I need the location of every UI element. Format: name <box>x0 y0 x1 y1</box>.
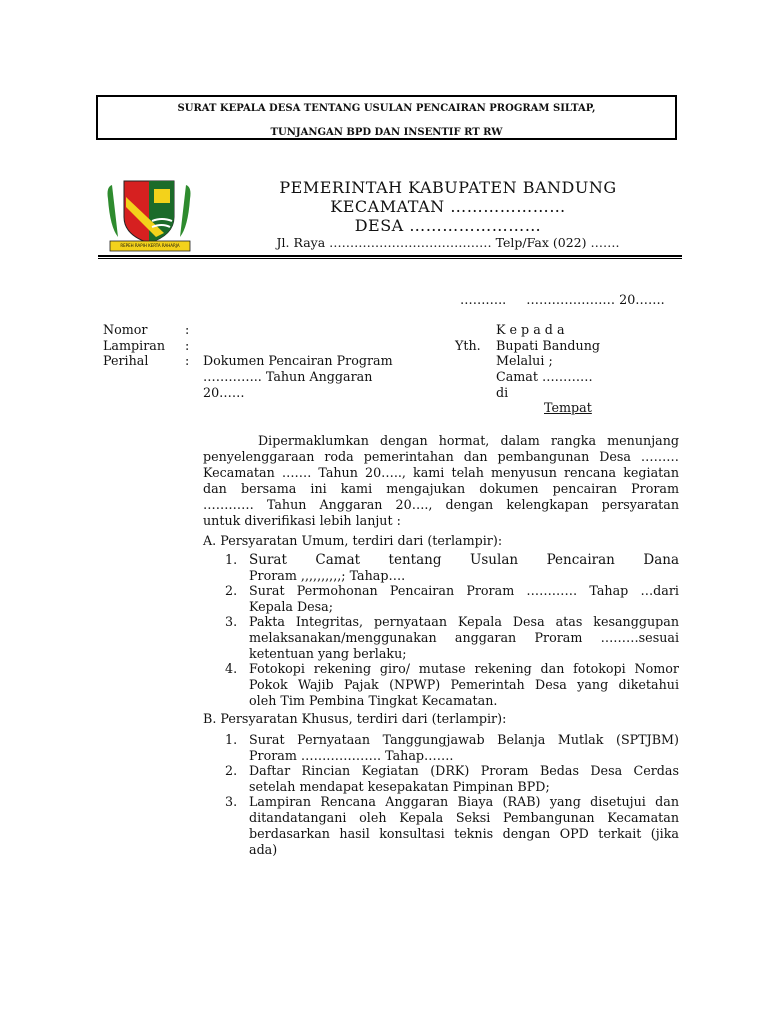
list-line: ada) <box>249 842 278 857</box>
perihal-line-1: Dokumen Pencairan Program <box>203 353 393 368</box>
section-b-item-3 <box>225 794 679 858</box>
document-title-box <box>96 95 677 140</box>
list-line: Kepala Desa; <box>249 599 334 614</box>
section-b-heading: B. Persyaratan Khusus, terdiri dari (terlampir): <box>203 711 507 726</box>
list-number: 1. <box>225 732 238 747</box>
list-line: setelah mendapat kesepakatan Pimpinan BPD; <box>249 779 550 794</box>
intro-line-1: Dipermaklumkan dengan hormat, dalam rangka menunjang <box>258 433 679 448</box>
section-b-item-1 <box>225 732 679 764</box>
perihal-colon: : <box>185 353 190 368</box>
recipient-yth: Yth. <box>455 338 481 353</box>
list-line: melaksanakan/menggunakan anggaran Proram ………sesuai <box>249 630 679 645</box>
recipient-line-2: Melalui ; <box>496 353 553 368</box>
list-line: Pakta Integritas, pernyataan Kepala Desa atas kesanggupan <box>249 614 679 629</box>
list-line: Surat Permohonan Pencairan Proram ………… Tahap …dari <box>249 583 679 598</box>
list-line: Surat Camat tentang Usulan Pencairan Dana <box>249 552 679 568</box>
lampiran-label: Lampiran <box>103 338 166 353</box>
intro-line-2: penyelenggaraan roda pemerintahan dan pembangunan Desa ……… <box>203 449 679 464</box>
section-a-item-1 <box>225 552 679 584</box>
list-line: Pokok Wajib Pajak (NPWP) Pemerintah Desa yang diketahui <box>249 677 679 692</box>
nomor-colon: : <box>185 322 190 337</box>
document-title-line-2: TUNJANGAN BPD DAN INSENTIF RT RW <box>270 127 503 138</box>
list-line: Surat Pernyataan Tanggungjawab Belanja Mutlak (SPTJBM) <box>249 732 679 747</box>
list-line: Lampiran Rencana Anggaran Biaya (RAB) yang disetujui dan <box>249 794 679 809</box>
list-line: ditandatangani oleh Kepala Seksi Pembangunan Kecamatan <box>249 810 679 825</box>
letterhead-divider-thick <box>98 255 682 257</box>
letterhead-line-3: DESA …………………… <box>354 216 542 235</box>
section-a-item-2 <box>225 583 679 615</box>
logo-banner-text: REPEH RAPIH KERTA RAHARJA <box>120 243 180 248</box>
section-a-heading: A. Persyaratan Umum, terdiri dari (terlampir): <box>203 533 503 548</box>
perihal-line-2: ………….. Tahun Anggaran <box>203 369 373 384</box>
list-line: oleh Tim Pembina Tingkat Kecamatan. <box>249 693 498 708</box>
list-line: Proram ………………. Tahap……. <box>249 748 454 763</box>
lampiran-colon: : <box>185 338 190 353</box>
recipient-di: di <box>496 385 509 400</box>
letterhead-line-2: KECAMATAN ………………… <box>330 197 566 216</box>
letterhead-divider-thin <box>98 258 682 259</box>
list-number: 2. <box>225 763 238 778</box>
list-number: 3. <box>225 614 238 629</box>
list-line: Fotokopi rekening giro/ mutase rekening dan fotokopi Nomor <box>249 661 679 676</box>
list-line: berdasarkan hasil konsultasi teknis dengan OPD terkait (jika <box>249 826 679 841</box>
intro-paragraph <box>203 433 679 529</box>
document-title-line-1: SURAT KEPALA DESA TENTANG USULAN PENCAIRAN PROGRAM SILTAP, <box>177 103 596 114</box>
date-line: ……….. ………………… 20……. <box>460 292 665 307</box>
intro-line-4: dan bersama ini kami mengajukan dokumen pencairan Proram <box>203 481 679 496</box>
list-line: Proram ,,,,,,,,,,; Tahap…. <box>249 568 406 583</box>
section-a-item-3 <box>225 614 679 662</box>
kabupaten-bandung-logo <box>104 177 194 255</box>
list-line: Daftar Rincian Kegiatan (DRK) Proram Bedas Desa Cerdas <box>249 763 679 778</box>
list-number: 2. <box>225 583 238 598</box>
list-number: 3. <box>225 794 238 809</box>
letterhead-line-1: PEMERINTAH KABUPATEN BANDUNG <box>279 178 617 197</box>
recipient-kepada: K e p a d a <box>496 322 565 337</box>
list-number: 1. <box>225 552 238 567</box>
perihal-label: Perihal <box>103 353 149 368</box>
list-line: ketentuan yang berlaku; <box>249 646 407 661</box>
intro-line-3: Kecamatan ……. Tahun 20….., kami telah menyusun rencana kegiatan <box>203 465 679 480</box>
perihal-line-3: 20…… <box>203 385 245 400</box>
recipient-line-3: Camat ………… <box>496 369 593 384</box>
section-b-item-2 <box>225 763 679 795</box>
intro-line-5: ………… Tahun Anggaran 20…., dengan kelengkapan persyaratan <box>203 497 679 512</box>
recipient-tempat: Tempat <box>544 400 592 415</box>
section-a-item-4 <box>225 661 679 709</box>
letterhead-address: Jl. Raya ………………………………… Telp/Fax (022) ……. <box>276 235 620 250</box>
list-number: 4. <box>225 661 238 676</box>
nomor-label: Nomor <box>103 322 148 337</box>
intro-line-6: untuk diverifikasi lebih lanjut : <box>203 513 401 528</box>
recipient-line-1: Bupati Bandung <box>496 338 601 353</box>
